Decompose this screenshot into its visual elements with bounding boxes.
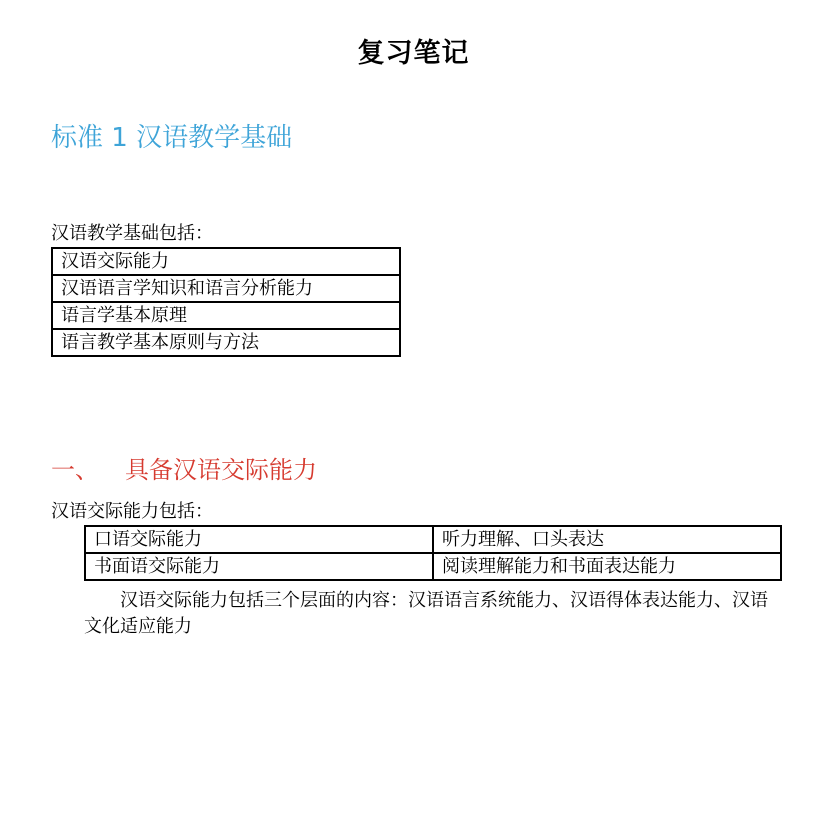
table-cell: 汉语语言学知识和语言分析能力: [52, 275, 400, 302]
table-cell: 汉语交际能力: [52, 248, 400, 275]
table-cell: 阅读理解能力和书面表达能力: [433, 553, 781, 580]
table-row: [52, 248, 400, 275]
section-number: 一、: [51, 456, 99, 484]
section1-intro-text: 汉语教学基础包括：: [51, 223, 213, 244]
table-row: [52, 275, 400, 302]
table-cell: 口语交际能力: [85, 526, 433, 553]
section-heading-communicative-ability: [51, 453, 317, 487]
table-row: [52, 329, 400, 356]
table-cell: 语言学基本原理: [52, 302, 400, 329]
section2-ability-table: [84, 525, 782, 581]
section-heading-text: 具备汉语交际能力: [125, 456, 317, 484]
page-title: 复习笔记: [357, 38, 470, 69]
section2-paragraph: 汉语交际能力包括三个层面的内容：汉语语言系统能力、汉语得体表达能力、汉语文化适应能力: [84, 590, 768, 637]
table-cell: 书面语交际能力: [85, 553, 433, 580]
section1-items-table: [51, 247, 401, 357]
section-heading-standard-1: 标准 1 汉语教学基础: [51, 123, 293, 153]
table-cell: 语言教学基本原则与方法: [52, 329, 400, 356]
table-row: [52, 302, 400, 329]
section2-intro-text: 汉语交际能力包括：: [51, 501, 213, 522]
table-row: [85, 526, 781, 553]
table-row: [85, 553, 781, 580]
table-cell: 听力理解、口头表达: [433, 526, 781, 553]
